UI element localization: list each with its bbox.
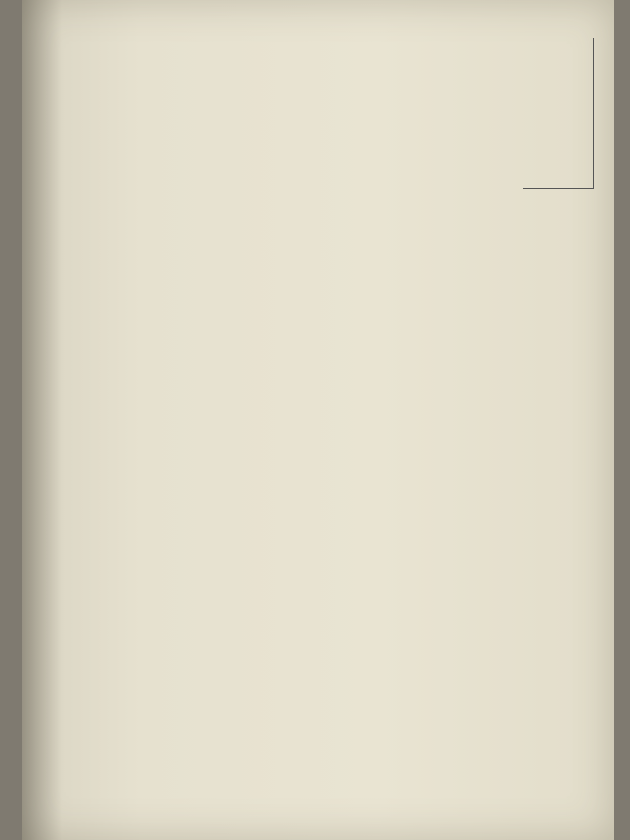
table-of-contents	[70, 40, 582, 54]
pencil-bracket-mark	[523, 38, 594, 189]
book-page	[22, 0, 614, 840]
binding-shadow	[22, 0, 62, 840]
